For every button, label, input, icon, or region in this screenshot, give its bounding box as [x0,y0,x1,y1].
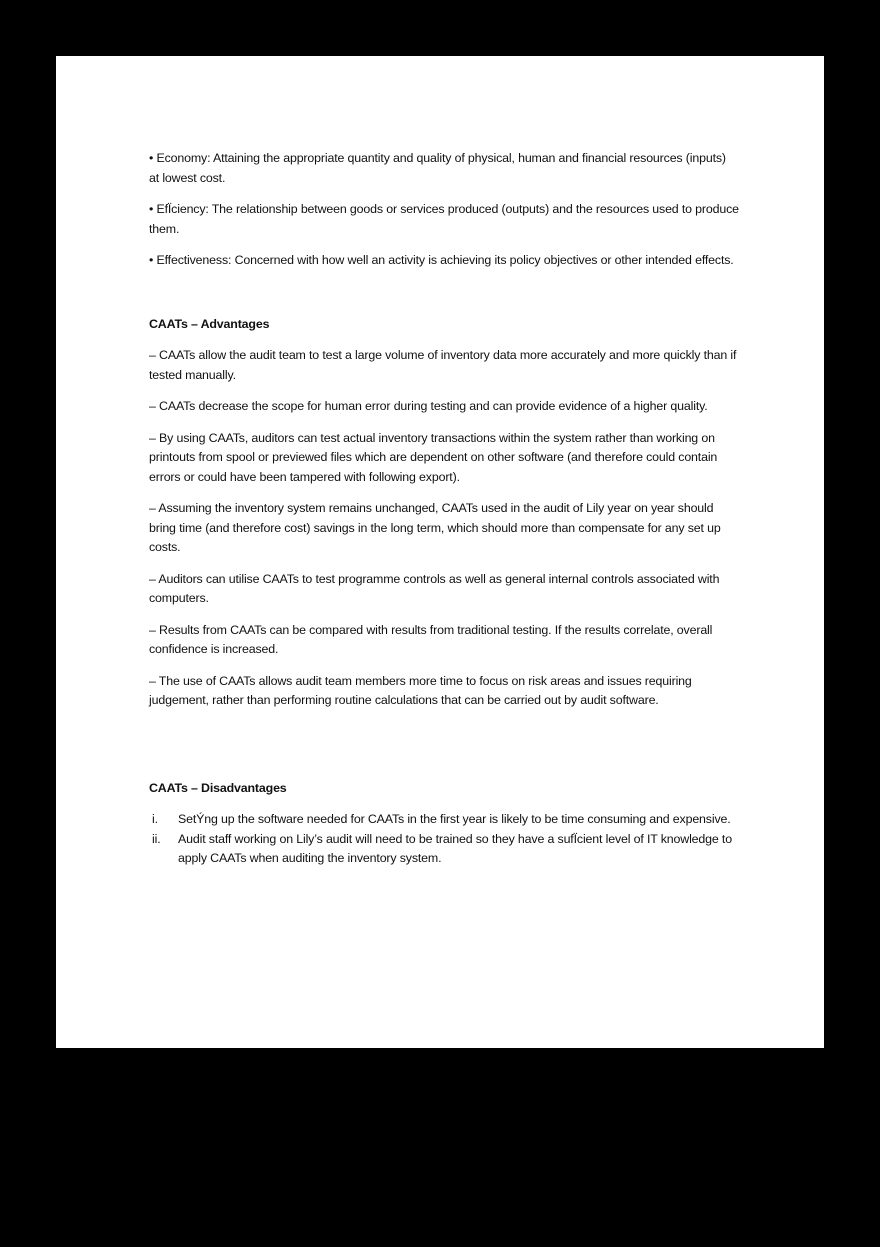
advantages-heading: CAATs – Advantages [149,316,270,331]
document-content [149,149,739,869]
disadvantages-list [149,810,739,869]
spacer [149,723,739,779]
bullet-economy: • Economy: Attaining the appropriate quantity and quality of physical, human and financial resources (inputs) at lowest cost. [149,151,726,185]
advantage-item: – CAATs decrease the scope for human error during testing and can provide evidence of a higher quality. [149,399,708,413]
bullet-effectiveness: • Effectiveness: Concerned with how well an activity is achieving its policy objectives or other intended effects. [149,253,734,267]
disadvantages-heading: CAATs – Disadvantages [149,780,287,795]
advantage-item: – Auditors can utilise CAATs to test programme controls as well as general internal controls associated with computers. [149,571,720,605]
advantage-item: – By using CAATs, auditors can test actual inventory transactions within the system rather than working on printouts from spool or previewed files which are dependent on other software (and therefore could contain errors or could have been tampered with following export). [149,430,718,484]
list-marker: ii. [152,831,161,846]
disadvantage-text: Audit staff working on Lily’s audit will need to be trained so they have a sufÏcient level of IT knowledge to apply CAATs when auditing the inventory system. [178,831,732,865]
advantage-item: – Results from CAATs can be compared with results from traditional testing. If the results correlate, overall confidence is increased. [149,622,713,656]
advantage-item: – Assuming the inventory system remains unchanged, CAATs used in the audit of Lily year on year should bring time (and therefore cost) savings in the long term, which should more than compensate for any set up costs. [149,501,721,554]
bullet-efficiency: • EfÏciency: The relationship between goods or services produced (outputs) and the resources used to produce them. [149,202,739,236]
disadvantage-item [149,810,739,830]
advantage-item: – The use of CAATs allows audit team members more time to focus on risk areas and issues requiring judgement, rather than performing routine calculations that can be carried out by audit software. [149,673,692,707]
list-marker: i. [152,812,158,826]
spacer [149,283,739,315]
document-page [56,56,824,1048]
advantage-item: – CAATs allow the audit team to test a large volume of inventory data more accurately and more quickly than if tested manually. [149,348,737,382]
disadvantage-item [149,830,739,869]
disadvantage-text: SetÝng up the software needed for CAATs in the first year is likely to be time consuming and expensive. [178,812,731,826]
